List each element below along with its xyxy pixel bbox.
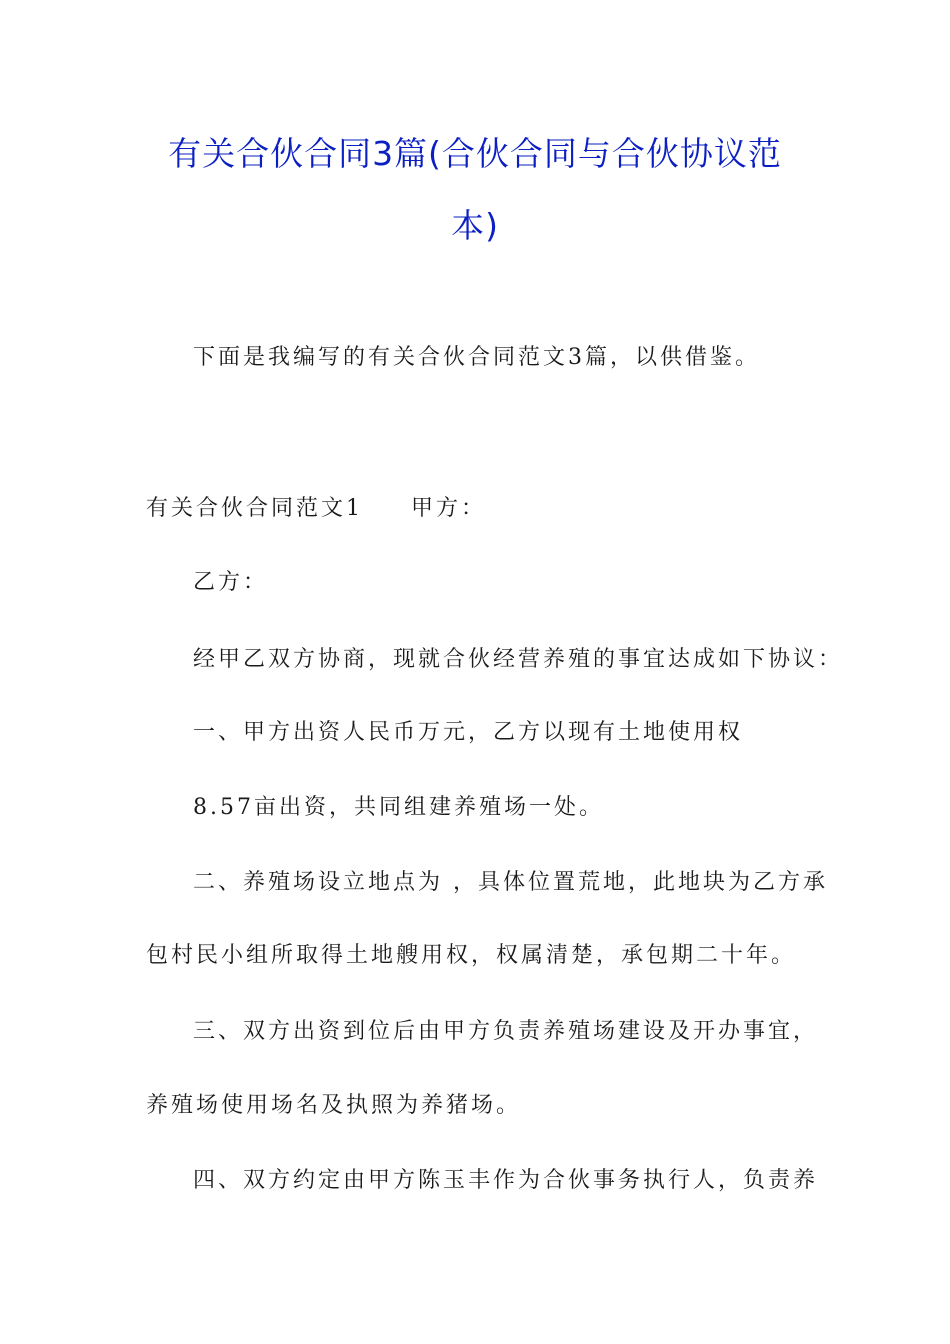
paragraph-2-line-2: 8.57亩出资，共同组建养殖场一处。 — [193, 795, 604, 820]
paragraph-4-line-1: 三、双方出资到位后由甲方负责养殖场建设及开办事宜， — [193, 1019, 819, 1044]
document-title-line-2: 本) — [451, 206, 499, 245]
paragraph-4-line-2: 养殖场使用场名及执照为养猪场。 — [146, 1093, 522, 1118]
section-heading: 有关合伙合同范文1 — [146, 496, 363, 521]
section-heading-row — [146, 494, 486, 524]
paragraph-3-line-2: 包村民小组所取得土地艘用权，权属清楚，承包期二十年。 — [146, 943, 797, 968]
paragraph-1: 经甲乙双方协商，现就合伙经营养殖的事宜达成如下协议： — [193, 647, 844, 672]
document-title-line-1: 有关合伙合同3篇(合伙合同与合伙协议范 — [168, 134, 782, 173]
paragraph-3-line-1: 二、养殖场设立地点为 ，具体位置荒地，此地块为乙方承 — [193, 870, 828, 895]
party-a-label: 甲方： — [411, 496, 487, 521]
party-b-label: 乙方： — [193, 570, 269, 595]
paragraph-5-line-1: 四、双方约定由甲方陈玉丰作为合伙事务执行人，负责养 — [193, 1168, 819, 1193]
paragraph-2-line-1: 一、甲方出资人民币万元，乙方以现有土地使用权 — [193, 720, 744, 745]
intro-paragraph: 下面是我编写的有关合伙合同范文3篇，以供借鉴。 — [193, 345, 760, 370]
